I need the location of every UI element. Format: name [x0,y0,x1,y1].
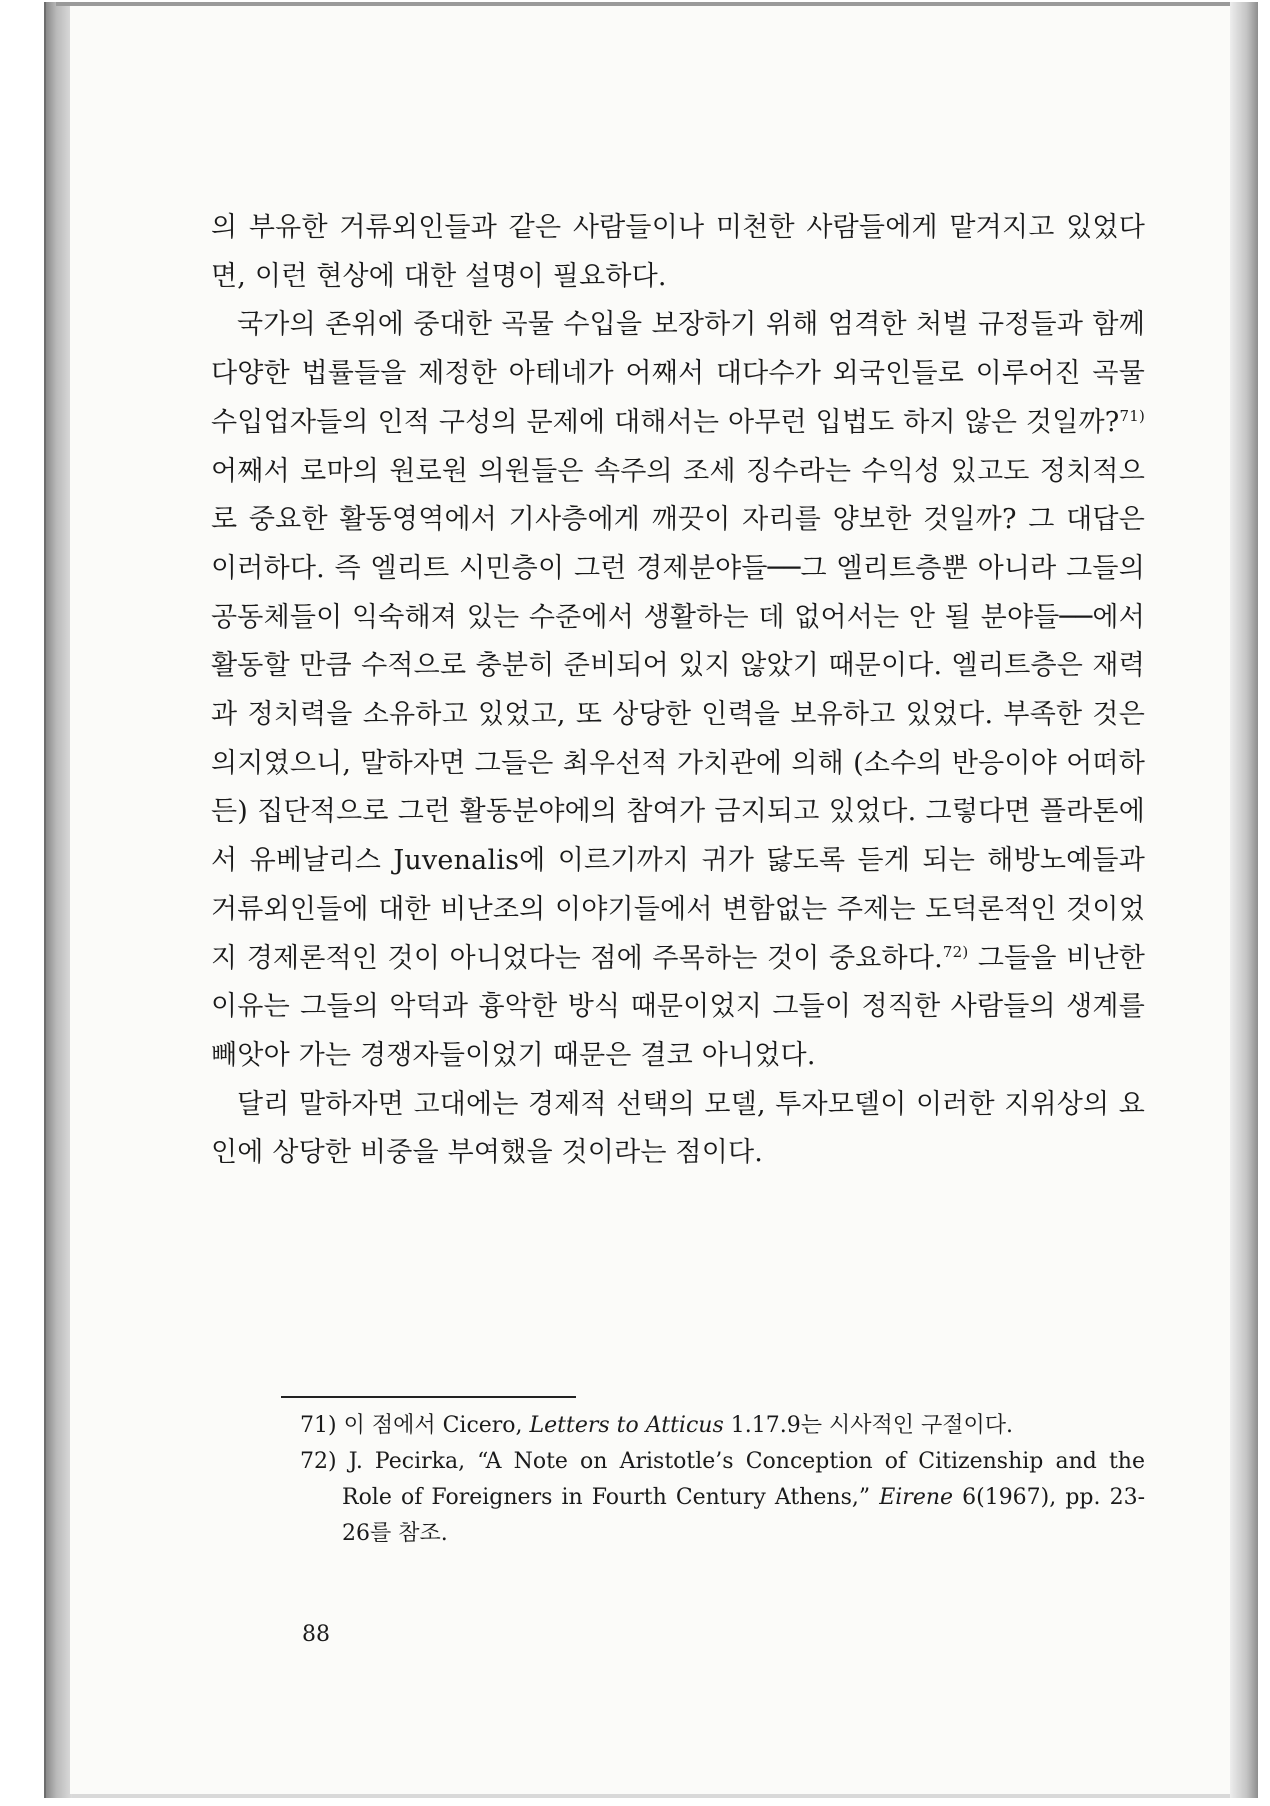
footnotes [300,1408,1145,1552]
footnote-item [300,1444,1145,1552]
page-number: 88 [302,1622,330,1647]
footnote-number: 72) [300,1449,337,1474]
footnote-text: 6(1967), pp. 23-26를 참조. [342,1485,1146,1546]
footnote-mark: 71) [1119,406,1146,425]
footnote-separator [281,1396,576,1398]
footnote-text: J. Pecirka, “A Note on Aristotle’s Conception of Citizenship and the Role of Foreigners in Fourth Century Athens,” [342,1449,1145,1510]
paragraph-text: 그들을 비난한 이유는 그들의 악덕과 흉악한 방식 때문이었지 그들이 정직한 사람들의 생계를 빼앗아 가는 경쟁자들이었기 때문은 결코 아니었다. [211,942,1145,1071]
footnote-title: Eirene [879,1485,954,1510]
paragraph-text: 국가의 존위에 중대한 곡물 수입을 보장하기 위해 엄격한 처벌 규정들과 함께 다양한 법률들을 제정한 아테네가 어째서 대다수가 외국인들로 이루어진 곡물 수입업자들의 인적 구성의 문제에 대해서는 아무런 입법도 하지 않은 것일까? [211,309,1145,438]
footnote-text: 1.17.9는 시사적인 구절이다. [723,1413,1013,1438]
footnote-number: 71) [300,1413,337,1438]
book-fore-edge [1230,2,1258,1798]
body-text [211,204,1145,1178]
paragraph-text: 달리 말하자면 고대에는 경제적 선택의 모델, 투자모델이 이러한 지위상의 요인에 상당한 비중을 부여했을 것이라는 점이다. [211,1088,1145,1169]
paragraph-text: 의 부유한 거류외인들과 같은 사람들이나 미천한 사람들에게 맡겨지고 있었다면, 이런 현상에 대한 설명이 필요하다. [211,212,1145,292]
footnote-item [300,1408,1145,1444]
book-spine-edge [44,2,72,1798]
paragraph-text: 어째서 로마의 원로원 의원들은 속주의 조세 징수라는 수익성 있고도 정치적으로 중요한 활동영역에서 기사층에게 깨끗이 자리를 양보한 것일까? 그 대답은 이러하다. 즉 엘리트 시민층이 그런 경제분야들──그 엘리트층뿐 아니라 그들의 공동체들이 익숙해져 있는 수준에서 생활하는 데 없어서는 안 될 분야들──에서 활동할 만큼 수적으로 충분히 준비되어 있지 않았기 때문이다. 엘리트층은 재력과 정치력을 소유하고 있었고, 또 상당한 인력을 보유하고 있었다. 부족한 것은 의지였으니, 말하자면 그들은 최우선적 가치관에 의해 (소수의 반응이야 어떠하든) 집단적으로 그런 활동분야에의 참여가 금지되고 있었다. 그렇다면 플라톤에서 유베날리스 Juvenalis에 이르기까지 귀가 닳도록 듣게 되는 해방노예들과 거류외인들에 대한 비난조의 이야기들에서 변함없는 주제는 도덕론적인 것이었지 경제론적인 것이 아니었다는 점에 주목하는 것이 중요하다. [211,455,1145,974]
footnote-title: Letters to Atticus [529,1413,724,1438]
footnote-text: 이 점에서 Cicero, [343,1413,530,1438]
paragraph [211,1081,1145,1178]
paragraph [211,204,1145,301]
footnote-mark: 72) [942,942,969,961]
paragraph [211,301,1145,1080]
